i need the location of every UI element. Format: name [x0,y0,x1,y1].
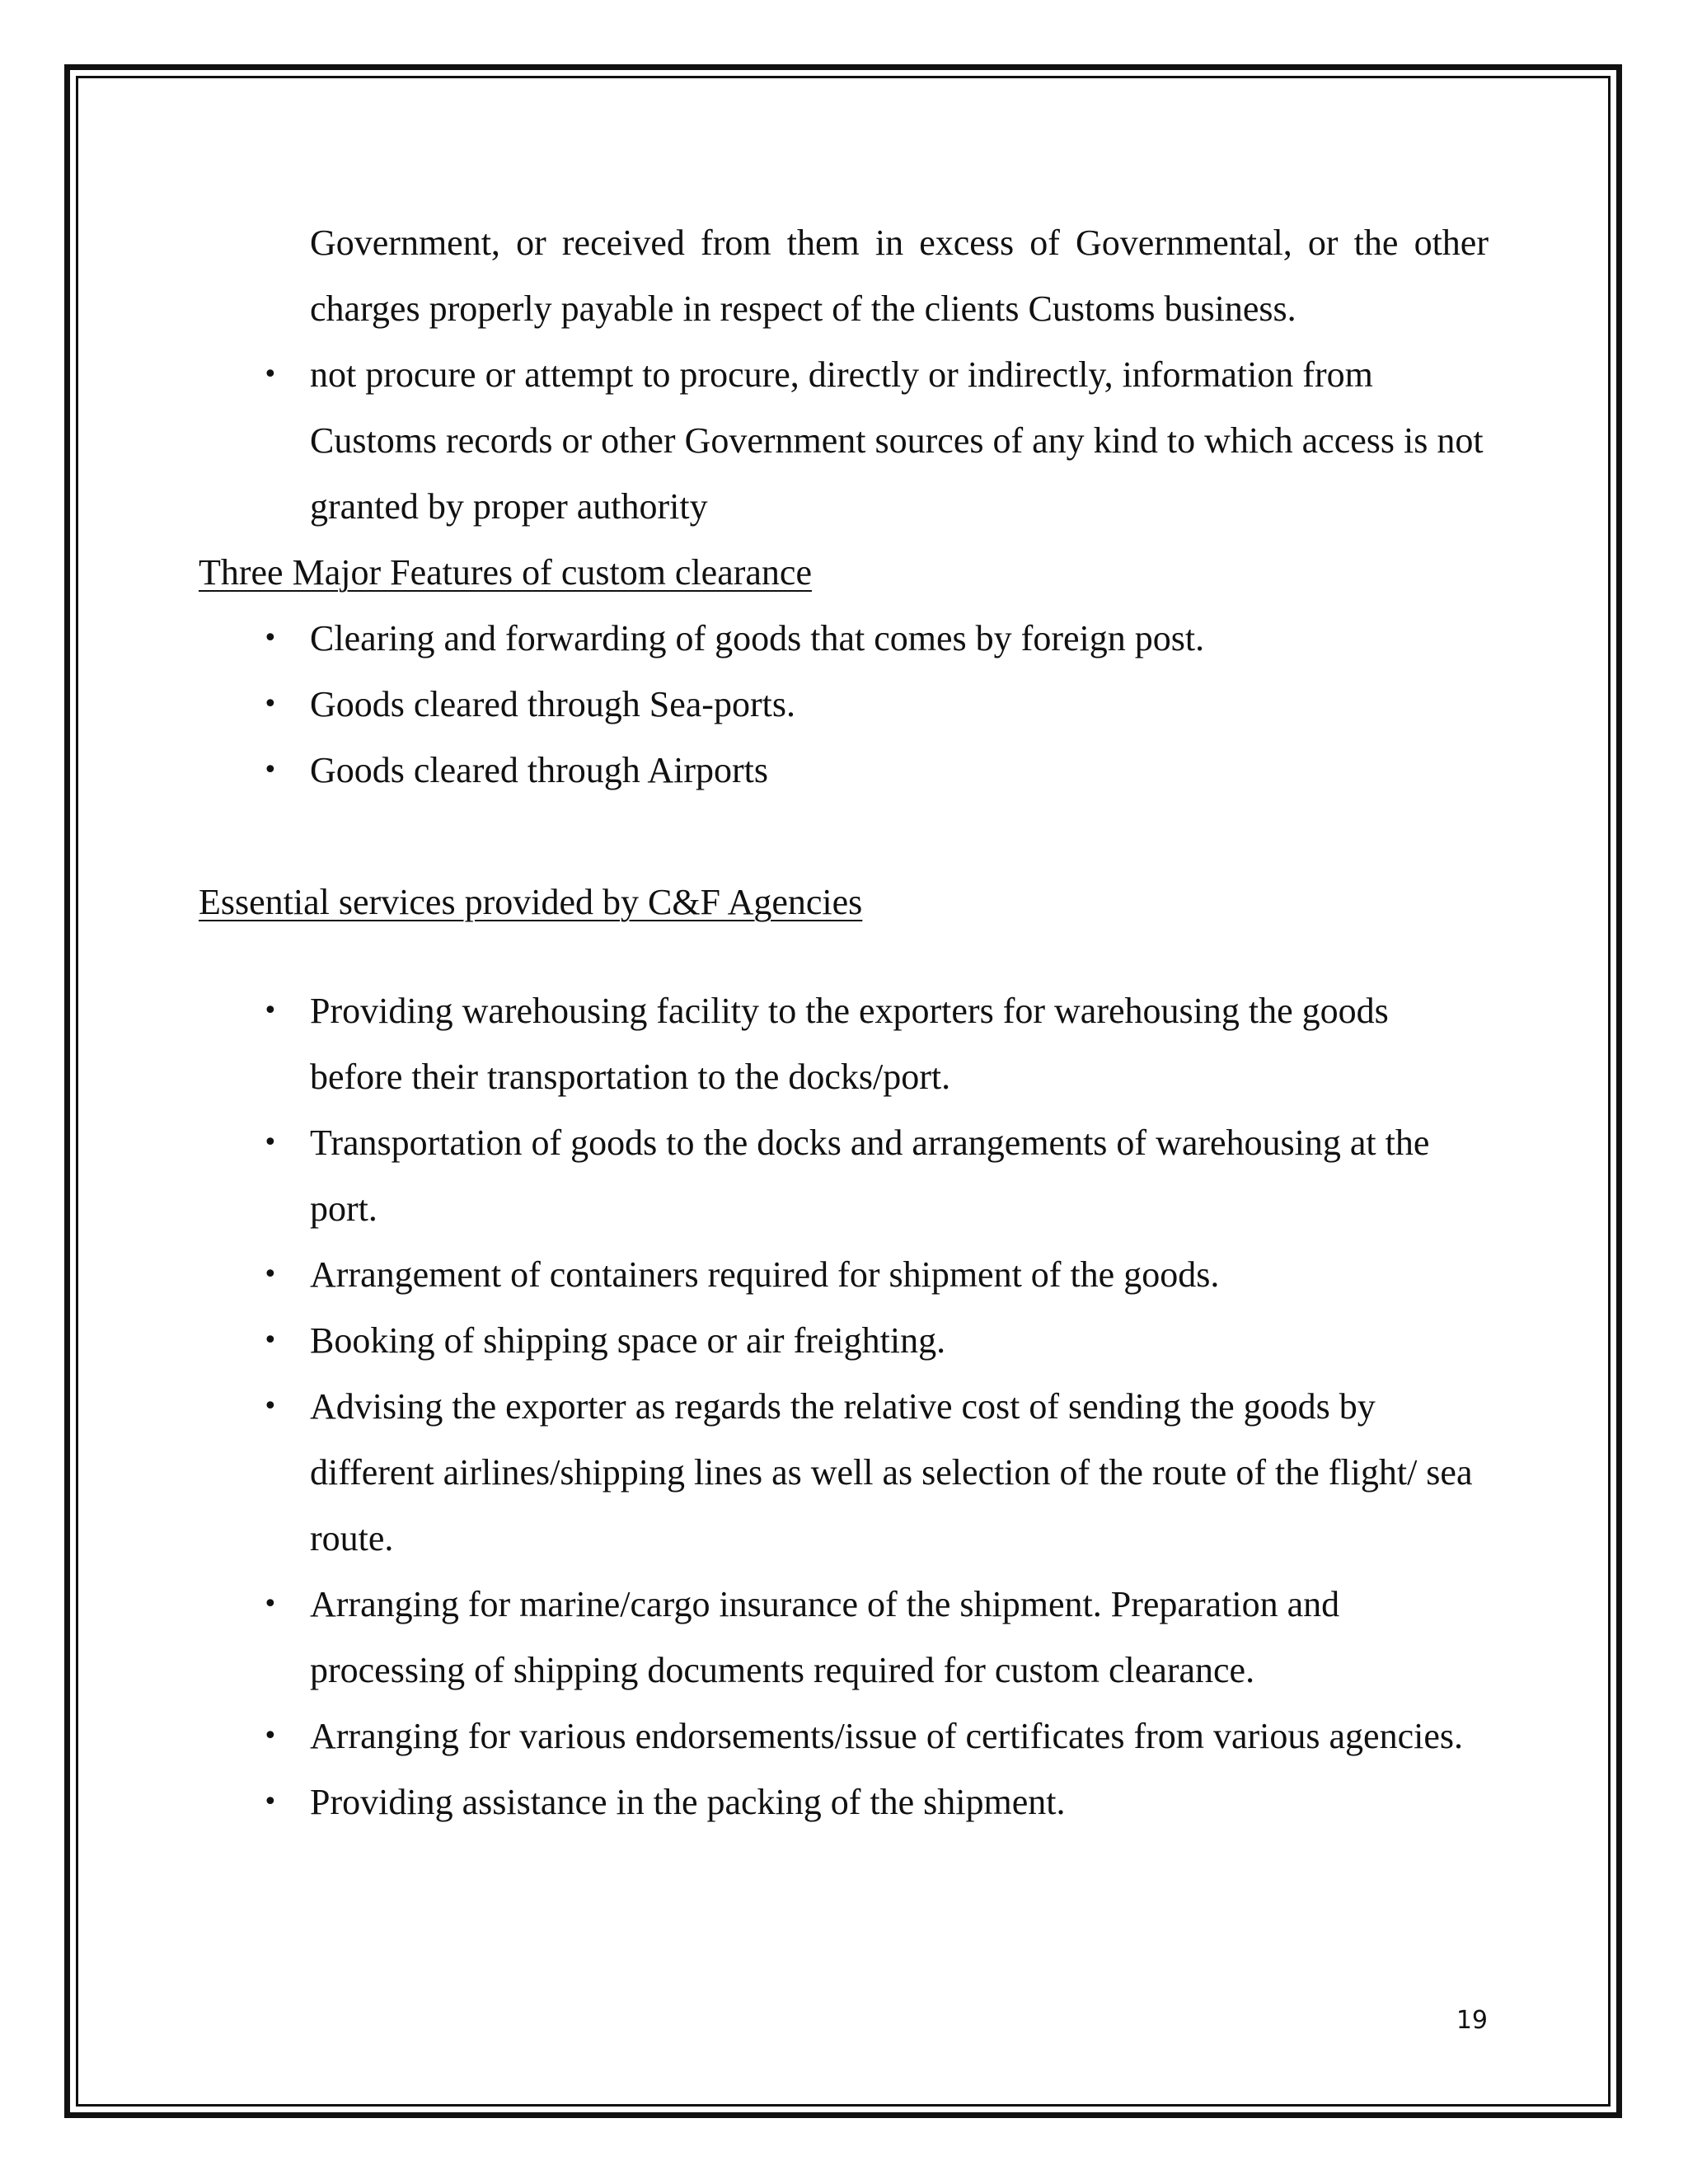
list-item-text: Arranging for marine/cargo insurance of the shipment. Preparation and processing of shipping documents required for custom clearance. [310,1584,1340,1690]
bullet-icon: • [263,690,278,719]
list-item [199,342,1489,540]
services-list [199,978,1489,1835]
bullet-icon: • [263,1788,278,1816]
services-heading: Essential services provided by C&F Agencies [199,882,863,922]
features-heading: Three Major Features of custom clearance [199,552,812,593]
list-item [199,1242,1489,1308]
bullet-icon: • [263,1326,278,1355]
bullet-icon: • [263,756,278,785]
bullet-icon: • [263,624,278,653]
section-spacer [199,935,1489,978]
list-item-text: Booking of shipping space or air freighting. [310,1320,946,1361]
list-item-text: Providing assistance in the packing of the shipment. [310,1782,1066,1822]
list-item [199,1308,1489,1374]
bullet-icon: • [263,1260,278,1289]
list-item-text: Providing warehousing facility to the exporters for warehousing the goods before their transportation to the docks/port. [310,991,1389,1097]
continuation-paragraph: Government, or received from them in excess of Governmental, or the other charges properly payable in respect of the clients Customs business. [310,223,1489,329]
first-bullet-list [199,342,1489,540]
features-list [199,606,1489,804]
page-number: 19 [1456,2006,1488,2035]
list-item [199,1704,1489,1769]
list-item-text: Goods cleared through Airports [310,750,768,790]
list-item-text: Arranging for various endorsements/issue of certificates from various agencies. [310,1716,1463,1756]
list-item [199,978,1489,1110]
bullet-icon: • [263,360,278,389]
list-item [199,1769,1489,1835]
bullet-icon: • [263,1590,278,1619]
list-item [199,1572,1489,1704]
bullet-icon: • [263,1392,278,1421]
bullet-icon: • [263,996,278,1025]
list-item-text: Arrangement of containers required for shipment of the goods. [310,1254,1220,1295]
list-item [199,738,1489,804]
bullet-icon: • [263,1722,278,1750]
list-item-text: Transportation of goods to the docks and arrangements of warehousing at the port. [310,1122,1430,1229]
page-content [199,210,1489,1835]
list-item [199,1374,1489,1572]
list-item-text: Goods cleared through Sea-ports. [310,684,795,724]
bullet-icon: • [263,1128,278,1157]
list-item [199,606,1489,672]
list-item-text: not procure or attempt to procure, directly or indirectly, information from Customs records or other Government sources of any kind to which access is not granted by proper authority [310,354,1484,527]
section-spacer [199,804,1489,869]
list-item [199,672,1489,738]
list-item-text: Advising the exporter as regards the relative cost of sending the goods by different airlines/shipping lines as well as selection of the route of the flight/ sea route. [310,1386,1473,1558]
list-item-text: Clearing and forwarding of goods that comes by foreign post. [310,618,1205,658]
list-item [199,1110,1489,1242]
